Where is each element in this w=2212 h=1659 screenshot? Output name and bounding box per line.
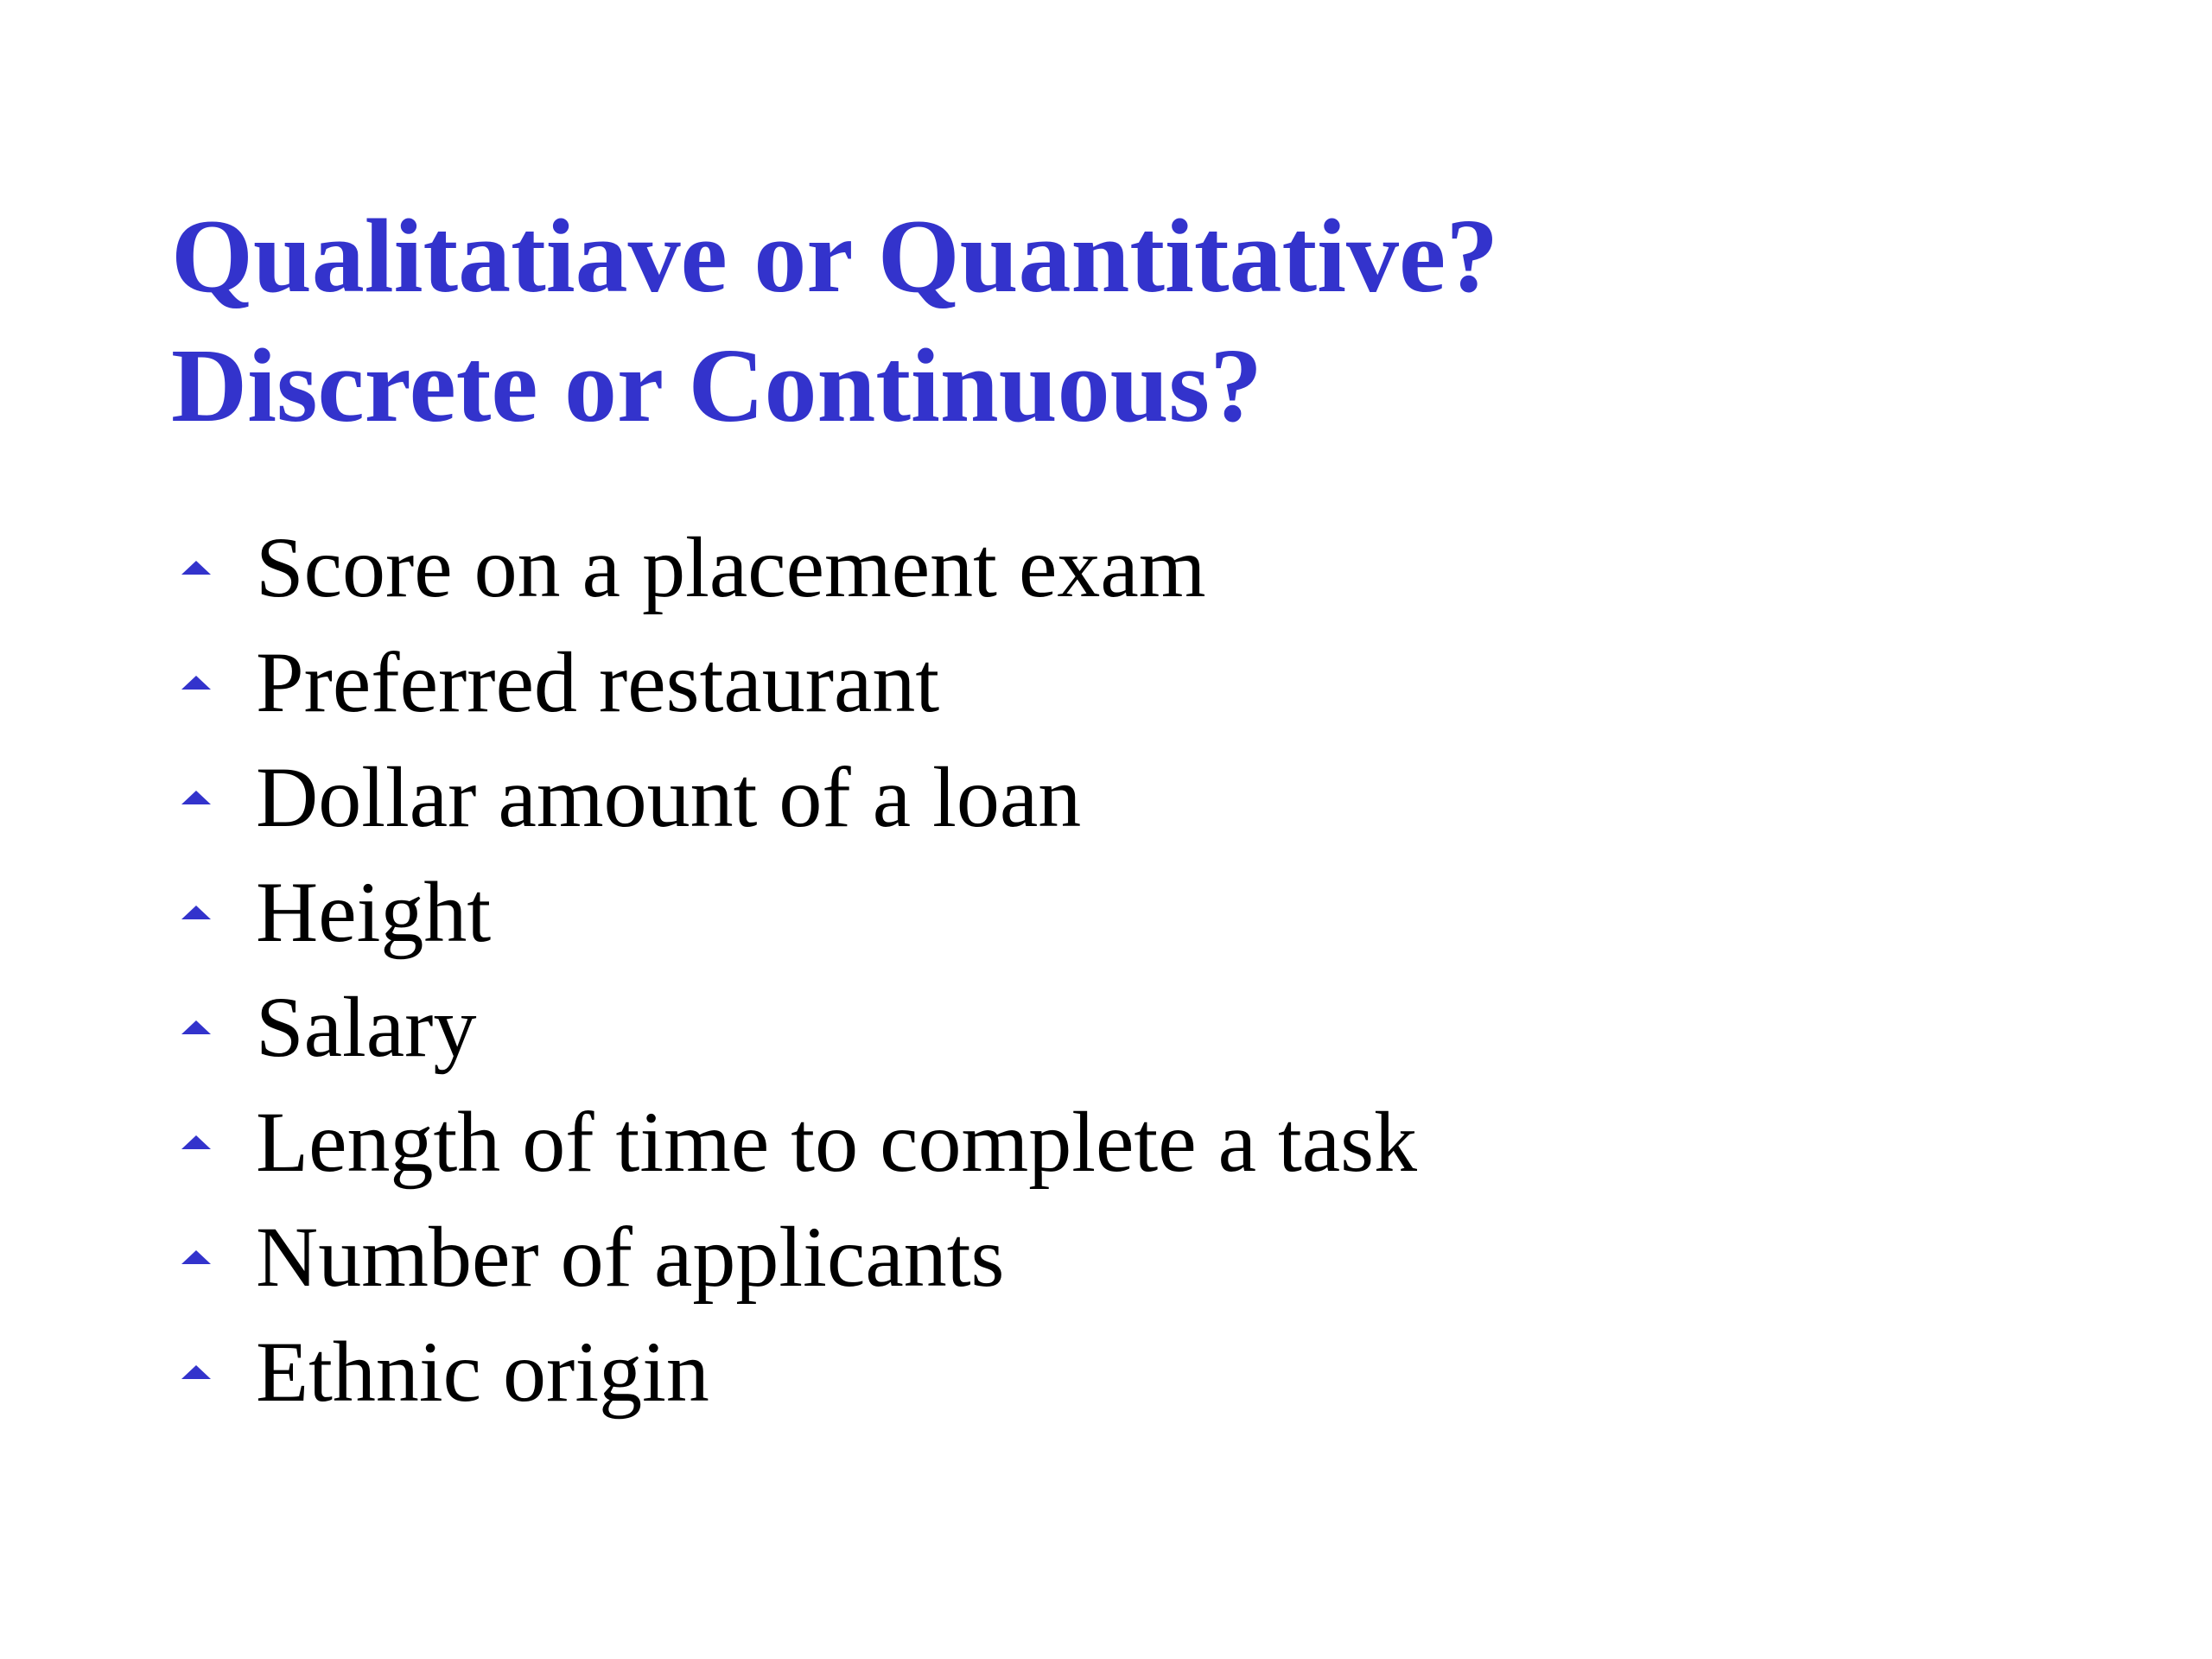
title-line-1: Qualitatiave or Quantitative? [171, 198, 1499, 315]
list-item [171, 740, 1417, 855]
bullet-text: Height [256, 864, 492, 960]
bullet-list [171, 510, 1417, 1429]
triangle-up-icon [171, 855, 256, 969]
list-item [171, 969, 1417, 1084]
slide-title [171, 192, 1498, 451]
list-item [171, 1199, 1417, 1314]
triangle-up-icon [171, 969, 256, 1084]
list-item [171, 1314, 1417, 1429]
bullet-text: Salary [256, 979, 477, 1075]
list-item [171, 510, 1417, 625]
list-item [171, 625, 1417, 740]
triangle-up-icon [171, 740, 256, 855]
bullet-text: Dollar amount of a loan [256, 749, 1082, 845]
bullet-text: Score on a placement exam [256, 519, 1206, 615]
triangle-up-icon [171, 1314, 256, 1429]
triangle-up-icon [171, 625, 256, 740]
triangle-up-icon [171, 1199, 256, 1314]
bullet-text: Length of time to complete a task [256, 1094, 1418, 1190]
bullet-text: Preferred restaurant [256, 634, 940, 730]
title-line-2: Discrete or Continuous? [171, 327, 1262, 444]
bullet-text: Number of applicants [256, 1209, 1005, 1305]
list-item [171, 1084, 1417, 1199]
triangle-up-icon [171, 1084, 256, 1199]
triangle-up-icon [171, 510, 256, 625]
bullet-text: Ethnic origin [256, 1324, 709, 1420]
list-item [171, 855, 1417, 969]
